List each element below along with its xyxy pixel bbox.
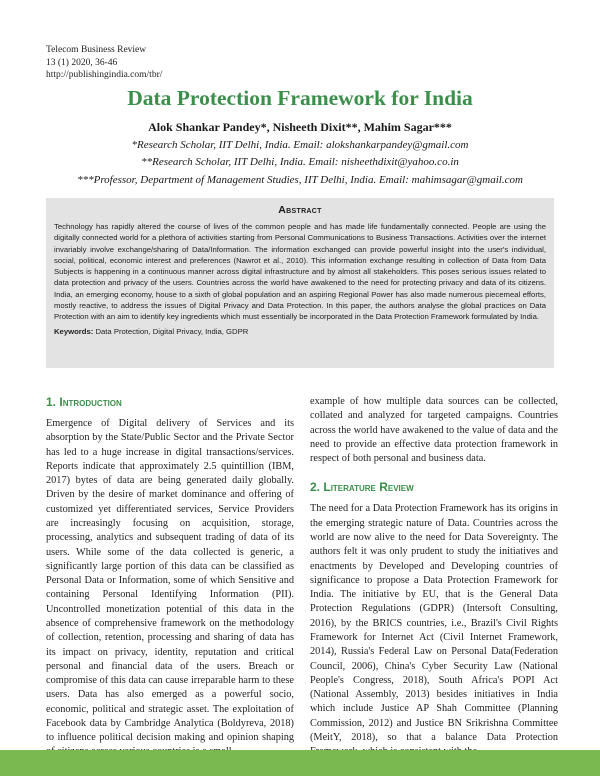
keywords-line xyxy=(54,326,546,337)
section-title: Literature Review xyxy=(323,480,414,495)
introduction-paragraph: Emergence of Digital delivery of Services and its absorption by the State/Public Sector and the Private Sector has led to a huge increase in digital transactions/services. Reports indicate that approximately 2.5 quintillion (IBM, 2017) bytes of data are being generated daily globally. Driven by the desire of market dominance and offering of customized yet differentiated services, Service Providers are increasingly focusing on acquisition, storage, processing, analytics and subsequent trading of data of its users. While some of the data collected is generic, a significantly large portion of this data can be classified as Personal Data or Information, some of which Sensitive and containing Personal Identifying Information (PII). Uncontrolled monetization potential of this data in the absence of comprehensive framework on the methodology of collection, retention, processing and sharing of data has its impact on privacy, identity, reputation and critical personal and financial data of the users. Breach or compromise of this data can cause irreparable harm to these users. Data has also emerged as a powerful socio, economic, political and strategic asset. The exploitation of Facebook data by Cambridge Analytica (Boldyreva, 2018) to influence political decision making and opinion shaping xyxy=(46,418,294,744)
journal-url[interactable]: http://publishingindia.com/tbr/ xyxy=(46,70,163,80)
footer-bar xyxy=(0,750,600,776)
affiliation-2: **Research Scholar, IIT Delhi, India. Email: nisheethdixit@yahoo.co.in xyxy=(141,156,459,168)
section-title: Introduction xyxy=(59,395,122,409)
section-heading-literature-review xyxy=(310,480,558,494)
keywords-list: Data Protection, Digital Privacy, India, GDPR xyxy=(95,327,249,337)
section-number: 1. xyxy=(46,395,57,409)
section-heading-introduction xyxy=(46,395,294,409)
journal-header xyxy=(46,44,162,82)
journal-name: Telecom Business Review xyxy=(46,45,147,55)
introduction-continued-paragraph: example of how multiple data sources can be collected, collated and analyzed for targeted campaigns. Countries across the world have awakened to the value of data and the need to provide an effective data protection framework in respect of both personal and business data. xyxy=(310,396,558,465)
paper-title: Data Protection Framework for India xyxy=(127,86,473,110)
journal-volume: 13 (1) 2020, 36-46 xyxy=(46,57,118,68)
section-number: 2. xyxy=(310,480,321,495)
right-column xyxy=(310,395,558,759)
abstract-box xyxy=(46,198,554,368)
affiliation-3: ***Professor, Department of Management Studies, IIT Delhi, India. Email: mahimsagar@gmail.com xyxy=(77,174,523,186)
affiliation-1: *Research Scholar, IIT Delhi, India. Email: alokshankarpandey@gmail.com xyxy=(131,139,469,151)
literature-review-paragraph: The need for a Data Protection Framework has its origins in the emerging strategic nature of Data. Countries across the world are now alive to the need for Data Sovereignty. The authors felt it was only prudent to study the initiatives and enactments by Developed and Developing countries of significance to propose a Data Protection Framework for India. The initiative by EU, that is the General Data Protection Regulations (GDPR) (Intersoft Consulting, 2016), by the BRICS countries, i.e., Brazil's Civil Rights Framework for Internet Act (Civil Internet Framework, 2014), Russia's Federal Law on Personal Data(Federation Council, 2006), China's Cyber Security Law (National People's Congress, 2018), South Africa's POPI Act (National Assembly, 2013) besides initiatives in India which include Justice AP Shah Committee (Planning Commission, 2012) and Justice BN Srikrishna Committee (MeitY, 2018), so that a balance Data Protection xyxy=(310,503,558,743)
author-list: Alok Shankar Pandey*, Nisheeth Dixit**, Mahim Sagar*** xyxy=(148,120,452,134)
keywords-label: Keywords: xyxy=(54,327,94,337)
abstract-text: Technology has rapidly altered the course of lives of the common people and has made life fundamentally connected. People are using the digitally connected world for a plethora of activities starting from Personal Communications to Business Transactions. Activities over the internet invariably involve exchange/sharing of Data/Information. The information exchanged can provide powerful insight into the user's individual, social, political, economic interest and preferences (Nawrot et al., 2010). This information exchange resulting in collection of Data from Data Subjects is happening in a continuous manner across digital infrastructure and by almost all stakeholders. This poses serious issues related to data protection and privacy of the users. Countries across the world have awakened to the need for protecting privacy and data of its citizens. India, an emerging economy, house to a sixth of global population and an aspiring Regional Power has also made numerous piecemeal efforts, mostly reactive, to address the issues of Digital Privacy and Data Protection. In this paper, the authors analyse the global practices on Data Protection with an aim to identify key ingredients which must essentially be incorporated in the Data Protection Framework formulated by India. xyxy=(54,222,546,321)
abstract-heading: Abstract xyxy=(278,204,322,216)
left-column xyxy=(46,395,294,760)
